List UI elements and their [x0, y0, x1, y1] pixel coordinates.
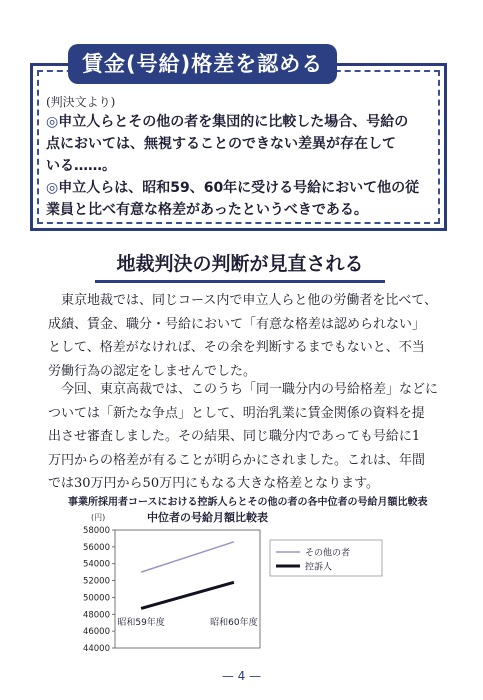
y-tick-label: 54000 — [82, 559, 110, 570]
y-tick-label: 44000 — [82, 644, 110, 654]
x-category-label: 昭和60年度 — [210, 618, 258, 629]
quote-item-1 — [46, 111, 431, 177]
paragraph-line: ついては「新たな争点」として、明治乳業に賃金関係の資料を提 — [48, 405, 425, 421]
legend-label: その他の者 — [305, 548, 351, 559]
y-axis-unit-label: (円) — [91, 513, 106, 522]
chart-caption: 事業所採用者コースにおける控訴人らとその他の者の各中位者の号給月額比較表 — [68, 497, 428, 508]
quote-line: 申立人らは、昭和59、60年に受ける号給において他の従 — [58, 180, 420, 196]
paragraph-line: として、格差がなければ、その余を判断するまでもないと、不当 — [48, 340, 425, 355]
quote-line: 申立人らとその他の者を集団的に比較した場合、号給の — [58, 114, 409, 130]
y-tick-label: 48000 — [82, 610, 110, 621]
section-heading: 地裁判決の判断が見直される — [95, 249, 385, 283]
double-circle-icon: ◎ — [46, 114, 59, 130]
series-line-others — [141, 542, 234, 572]
y-tick-label: 50000 — [82, 593, 110, 604]
quote-line: いる……。 — [46, 158, 116, 174]
quote-source: (判決文より) — [46, 95, 116, 109]
body-paragraph-1 — [48, 289, 448, 383]
plot-area-frame — [115, 530, 260, 648]
paragraph-line: 出させ審査しました。その結果、同じ職分内であっても号給に1 — [48, 429, 421, 444]
line-chart — [60, 508, 390, 658]
paragraph-line: 成績、賃金、職分・号給において「有意な格差は認められない」 — [48, 316, 426, 332]
quote-item-2 — [46, 177, 431, 221]
y-tick-label: 52000 — [82, 576, 110, 587]
legend-label: 控訴人 — [305, 562, 333, 573]
page-title: 賃金(号給)格差を認める — [68, 44, 337, 84]
y-tick-label: 56000 — [82, 542, 110, 553]
chart-title: 中位者の号給月額比較表 — [147, 511, 268, 524]
quote-line: 点においては、無視することのできない差異が存在して — [46, 136, 396, 152]
paragraph-line: 今回、東京高裁では、このうち「同一職分内の号給格差」などに — [61, 382, 439, 397]
page-number: — 4 — — [221, 669, 262, 683]
series-line-appellants — [141, 582, 234, 608]
body-paragraph-2 — [48, 378, 448, 496]
paragraph-line: 東京地裁では、同じコース内で申立人らと他の労働者を比べて、 — [61, 293, 438, 308]
x-category-label: 昭和59年度 — [117, 618, 165, 629]
paragraph-line: 万円からの格差が有ることが明らかにされました。これは、年間 — [48, 452, 426, 468]
paragraph-line: では30万円から50万円にもなる大きな格差となります。 — [48, 476, 380, 491]
quote-line: 業員と比べ有意な格差があったというべきである。 — [46, 202, 368, 218]
y-tick-label: 46000 — [82, 627, 110, 638]
paragraph-line: 労働行為の認定をしませんでした。 — [48, 363, 257, 379]
y-tick-label: 58000 — [82, 526, 110, 536]
double-circle-icon: ◎ — [46, 180, 59, 196]
